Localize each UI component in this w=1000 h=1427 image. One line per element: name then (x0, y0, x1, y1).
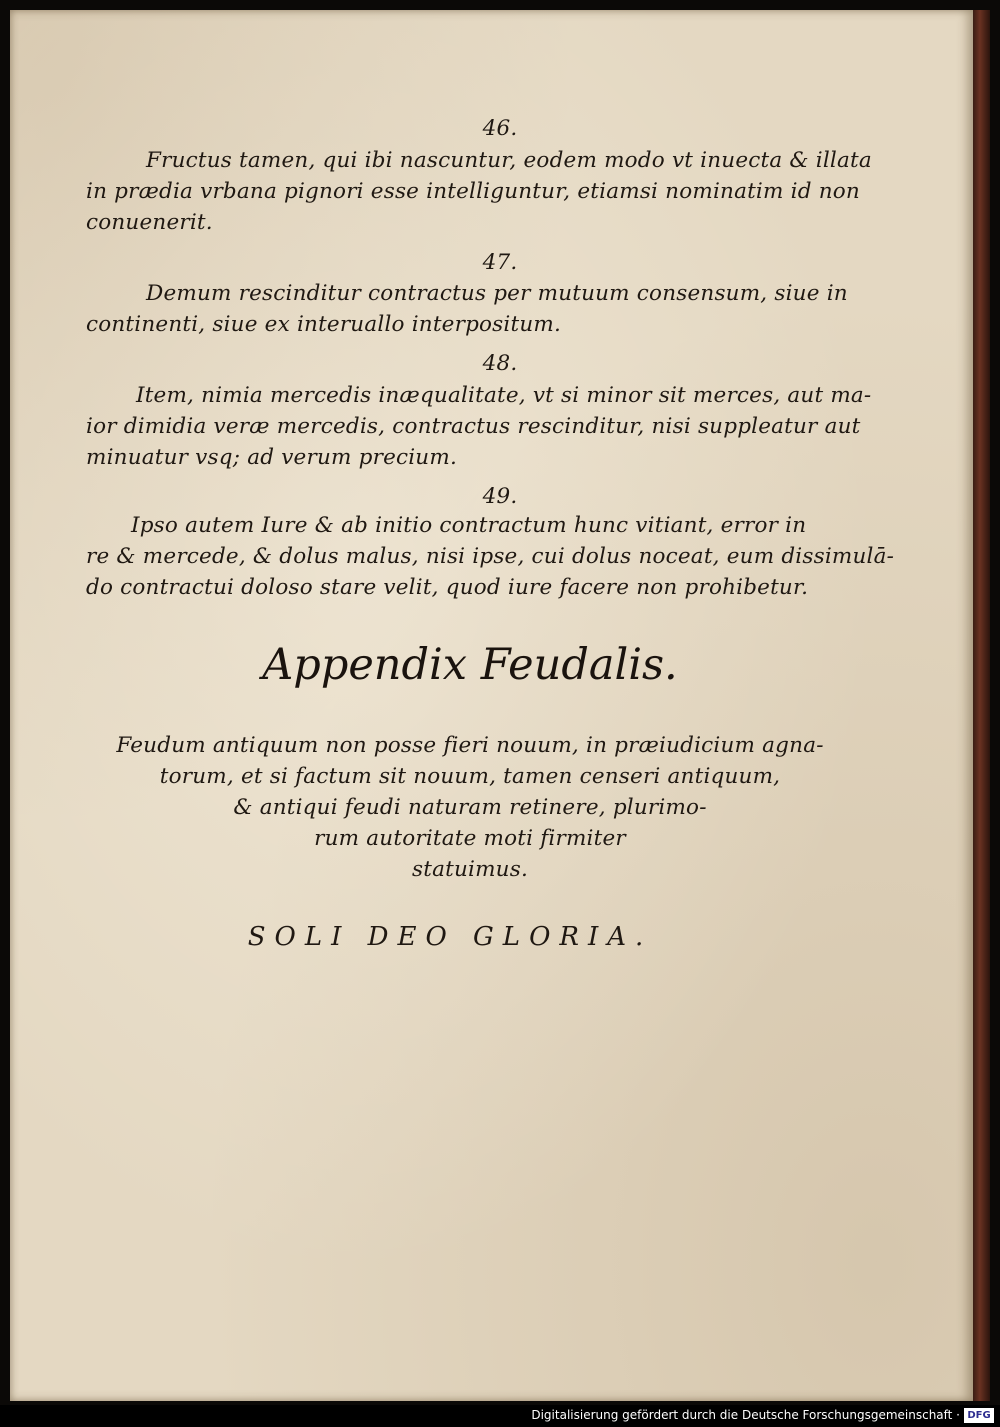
paragraph-line: Item, nimia mercedis inæqualitate, vt si minor sit merces, aut ma- (136, 383, 872, 408)
paragraph-line: Ipso autem Iure & ab initio contractum hunc vitiant, error in (131, 513, 807, 538)
paragraph-line: minuatur vsq; ad verum precium. (86, 445, 457, 470)
paragraph-line: in prædia vrbana pignori esse intelliguntur, etiamsi nominatim id non (86, 179, 860, 204)
section-paragraph-47 (86, 278, 856, 340)
book-binding-edge (973, 10, 990, 1401)
appendix-line: statuimus. (412, 857, 528, 882)
dfg-logo: DFG (964, 1408, 994, 1423)
closing-line: SOLI DEO GLORIA. (247, 922, 653, 952)
section-number-49: 49. (482, 484, 518, 509)
section-paragraph-48 (86, 380, 872, 473)
section-paragraph-49 (86, 510, 895, 603)
digitization-footer (0, 1405, 1000, 1427)
footer-credit-text: Digitalisierung gefördert durch die Deutsche Forschungsgemeinschaft · (531, 1408, 960, 1422)
appendix-line: Feudum antiquum non posse fieri nouum, in præiudicium agna- (116, 733, 824, 758)
appendix-heading: Appendix Feudalis. (262, 640, 678, 690)
paragraph-line: Fructus tamen, qui ibi nascuntur, eodem modo vt inuecta & illata (146, 148, 872, 173)
paragraph-line: continenti, siue ex interuallo interpositum. (86, 312, 561, 337)
appendix-line: rum autoritate moti firmiter (314, 826, 626, 851)
appendix-line: & antiqui feudi naturam retinere, plurimo- (233, 795, 707, 820)
appendix-line: torum, et si factum sit nouum, tamen censeri antiquum, (159, 764, 781, 789)
section-number-48: 48. (482, 351, 518, 376)
paragraph-line: do contractui doloso stare velit, quod iure facere non prohibetur. (86, 575, 809, 600)
section-paragraph-46 (86, 145, 872, 238)
paragraph-line: conuenerit. (86, 210, 213, 235)
paragraph-line: Demum rescinditur contractus per mutuum consensum, siue in (146, 281, 848, 306)
paragraph-line: re & mercede, & dolus malus, nisi ipse, cui dolus noceat, eum dissimulā- (86, 544, 895, 569)
appendix-paragraph (60, 730, 880, 885)
paragraph-line: ior dimidia veræ mercedis, contractus rescinditur, nisi suppleatur aut (86, 414, 861, 439)
section-number-46: 46. (482, 116, 518, 141)
section-number-47: 47. (482, 250, 518, 275)
